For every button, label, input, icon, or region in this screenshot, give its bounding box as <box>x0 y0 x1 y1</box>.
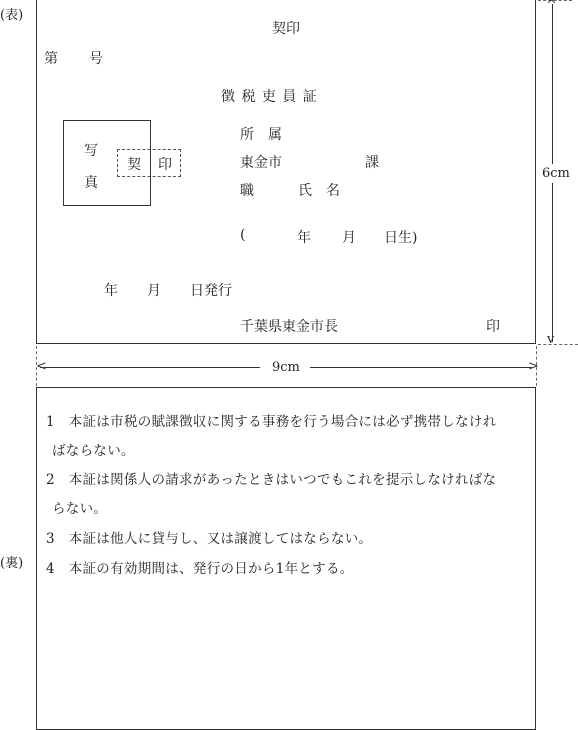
back-side-label: (裏) <box>0 556 24 571</box>
seal-char-1: 契 <box>127 157 141 173</box>
photo-label-1: 写 <box>84 143 98 159</box>
dept-city: 東金市 <box>240 155 282 171</box>
affiliation-label: 所 属 <box>240 127 282 143</box>
issuer: 千葉県東金市長 <box>240 319 338 335</box>
arrow-left-icon: < <box>36 359 47 374</box>
dim-bottom-extension <box>538 344 578 345</box>
birth-open: ( <box>240 227 246 243</box>
width-dimension-line-right <box>310 367 532 368</box>
front-side-label: (表) <box>0 8 24 23</box>
name-label: 氏 名 <box>298 183 340 199</box>
issuer-seal: 印 <box>486 319 500 335</box>
seal-char-2: 印 <box>158 157 172 173</box>
birth-year: 年 <box>297 230 311 246</box>
birth-day: 日生) <box>384 230 418 246</box>
rule-1-line-1: 1 本証は市税の賦課徴収に関する事務を行う場合には必ず携帯しなけれ <box>46 414 497 430</box>
rule-2-line-2: らない。 <box>52 501 108 517</box>
rule-1-line-2: ばならない。 <box>52 443 135 459</box>
issue-month: 月 <box>147 283 161 299</box>
issue-year: 年 <box>104 283 118 299</box>
arrow-right-icon: > <box>528 359 539 374</box>
position-label: 職 <box>240 183 254 199</box>
top-seal-mark: 契印 <box>272 21 300 37</box>
arrow-down-icon: v <box>547 332 555 347</box>
dept-suffix: 課 <box>365 155 379 171</box>
photo-label-2: 真 <box>84 175 98 191</box>
width-dimension-line-left <box>40 367 260 368</box>
rule-4: 4 本証の有効期間は、発行の日から1年とする。 <box>46 561 354 577</box>
issue-day: 日発行 <box>190 283 232 299</box>
width-dimension-label: 9cm <box>272 360 300 375</box>
rule-2-line-1: 2 本証は関係人の請求があったときはいつでもこれを提示しなければな <box>46 472 497 488</box>
height-dimension-label: 6cm <box>542 166 570 181</box>
number-label: 第 <box>44 51 58 67</box>
birth-month: 月 <box>342 230 356 246</box>
number-suffix: 号 <box>89 51 103 67</box>
card-title: 徴 税 吏 員 証 <box>221 89 318 105</box>
rule-3: 3 本証は他人に貸与し、又は譲渡してはならない。 <box>46 531 373 547</box>
arrow-up-icon: ^ <box>546 0 557 13</box>
